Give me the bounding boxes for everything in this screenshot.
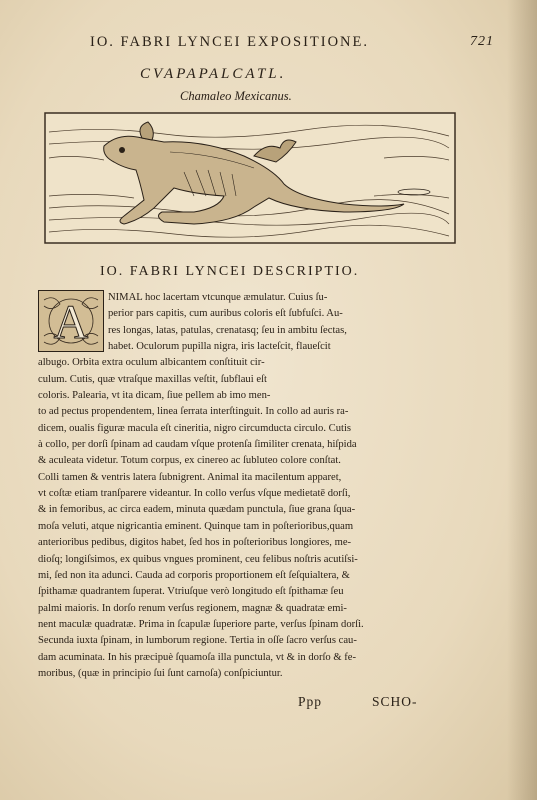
text-line: Colli tamen & ventris latera ſubnigrent. Animal ita macilentum apparet,	[38, 471, 342, 483]
description-text	[38, 290, 448, 682]
signature-mark: Ppp	[298, 694, 323, 709]
text-line: à collo, per dorſi ſpinam ad caudam vſque protenſa ſimiliter crenata, hiſpida	[38, 439, 357, 451]
text-line: palmi maioris. In dorſo renum verſus regionem, magnæ & quadratæ emi-	[38, 602, 347, 614]
text-line: & aculeata videtur. Totum corpus, ex cinereo ac ſubluteo colore conſtat.	[38, 455, 341, 467]
page-edge-shadow	[507, 0, 537, 800]
text-line: to ad pectus propendentem, linea ſerrata interſtinguit. In collo ad auris ra-	[38, 406, 349, 418]
text-line: dioſq; longiſsimos, ex quibus vngues prominent, ceu felibus noſtris acutiſsi-	[38, 553, 358, 565]
running-head: IO. FABRI LYNCEI EXPOSITIONE.	[90, 34, 370, 50]
text-line: & in femoribus, ac circa eadem, minuta quædam punctula, ſiue grana ſqua-	[38, 504, 356, 516]
text-line: culum. Cutis, quæ vtraſque maxillas veſtit, ſubflaui eſt	[38, 373, 267, 385]
text-line: moribus, (quæ in principio ſui ſunt carnoſa) conſpiciuntur.	[38, 667, 283, 679]
text-line: dicem, oualis figuræ macula eſt cineritia, nigro circumducta circulo. Cutis	[38, 422, 352, 434]
text-line: Secunda iuxta ſpinam, in lumborum regione. Tertia in oſſe ſacro verſus cau-	[38, 635, 357, 647]
section-heading: IO. FABRI LYNCEI DESCRIPTIO.	[100, 264, 360, 279]
dropcap-letter: A	[53, 296, 89, 349]
text-line: coloris. Palearia, vt ita dicam, ſiue pellem ab imo men-	[38, 390, 271, 402]
text-line: perior pars capitis, cum auribus coloris eſt ſubfuſci. Au-	[108, 308, 343, 320]
text-line: anterioribus pedibus, digitos habet, ſed hos in poſterioribus longiores, me-	[38, 537, 352, 549]
text-line: ſpithamæ quadrantem ſuperat. Vtriuſque verò longitudo eſt ſpithamæ ſeu	[38, 586, 344, 598]
text-line: dam acuminata. In his præcipuè ſquamoſa illa punctula, vt & in dorſo & fe-	[38, 651, 357, 663]
text-line: vt coſtæ etiam tranſparere videantur. In collo verſus vſque medietatē dorſi,	[38, 488, 351, 500]
text-line: moſa veluti, atque nigricantia eminent. Quinque tam in poſterioribus,quam	[38, 520, 354, 532]
text-line: albugo. Orbita extra oculum albicantem conſtituit cir-	[38, 357, 265, 369]
catchword: SCHO-	[372, 694, 418, 709]
text-line: NIMAL hoc lacertam vtcunque æmulatur. Cuius ſu-	[108, 292, 328, 303]
text-line: mi, ſed non ita adunci. Cauda ad corporis proportionem eſt ſeſquialtera, &	[38, 569, 350, 581]
figure-subtitle: Chamaleo Mexicanus.	[180, 89, 292, 103]
figure-title: CVAPAPALCATL.	[140, 66, 287, 82]
text-line: nent maculæ quadratæ. Prima in ſcapulæ ſuperiore parte, verſus ſpinam dorſi.	[38, 618, 364, 630]
text-line: res longas, latas, patulas, crenatasq; ſeu in ambitu ſectas,	[108, 324, 347, 336]
page-number: 721	[470, 34, 494, 49]
chameleon-woodcut-illustration	[44, 112, 456, 244]
text-line: habet. Oculorum pupilla nigra, iris lacteſcit, flaueſcit	[108, 341, 331, 353]
